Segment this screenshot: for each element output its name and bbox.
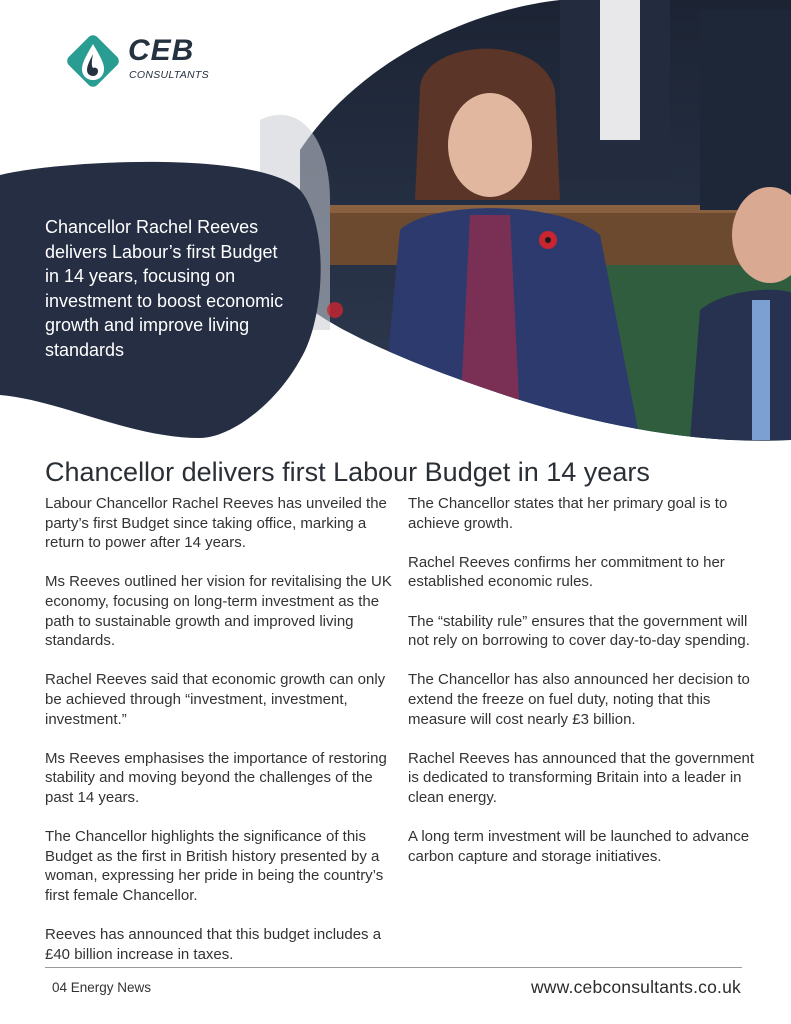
paragraph: The Chancellor states that her primary goal is to achieve growth. [408,495,728,532]
ceb-logo-icon [62,30,124,92]
chamber-scene [280,0,791,450]
paragraph: Ms Reeves emphasises the importance of restoring stability and moving beyond the challenges of the past 14 years. [45,749,387,806]
paragraph: The Chancellor has also announced her decision to extend the freeze on fuel duty, noting that this measure will cost nearly £3 billion. [408,671,750,728]
article-headline: Chancellor delivers first Labour Budget in 14 years [45,457,650,487]
paragraph: Reeves has announced that this budget includes a £40 billion increase in taxes. [45,926,382,963]
hero-caption: Chancellor Rachel Reeves delivers Labour’s first Budget in 14 years, focusing on investment to boost economic growth and improve living standards [45,217,284,360]
paragraph: Labour Chancellor Rachel Reeves has unveiled the party’s first Budget since taking office, marking a return to power after 14 years. [45,495,387,552]
ceb-logo [62,30,222,94]
brand-name: CEB [128,34,195,67]
footer-page-label: 04 Energy News [52,980,152,995]
article-right-column [408,494,758,886]
paragraph: The Chancellor highlights the significance of this Budget as the first in British history presented by a woman, expressing her pride in being the country’s first female Chancellor. [45,828,384,904]
footer-divider [45,967,742,968]
paragraph: Rachel Reeves confirms her commitment to her established economic rules. [408,553,725,591]
paragraph: A long term investment will be launched to advance carbon capture and storage initiatives. [408,828,750,865]
paragraph: Ms Reeves outlined her vision for revitalising the UK economy, focusing on long-term investment as the path to sustainable growth and improved living standards. [45,573,392,650]
footer-website-link[interactable]: www.cebconsultants.co.uk [530,977,741,997]
paragraph: Rachel Reeves has announced that the government is dedicated to transforming Britain into a leader in clean energy. [408,749,755,806]
brand-subtitle: CONSULTANTS [129,69,209,81]
poppy-icon [327,302,343,318]
paragraph: Rachel Reeves said that economic growth can only be achieved through “investment, investment, investment.” [45,671,386,728]
article-left-column [45,494,395,984]
paragraph: The “stability rule” ensures that the government will not rely on borrowing to cover day-to-day spending. [408,612,750,650]
